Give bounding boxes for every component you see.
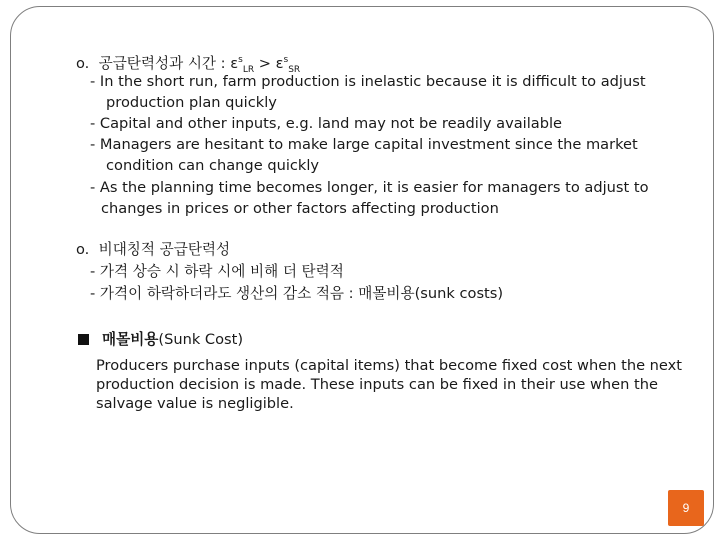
section3-line-3: salvage value is negligible. [96,395,294,412]
section1-item-4: - As the planning time becomes longer, it is easier for managers to adjust to [90,179,649,196]
section2-item-2: - 가격이 하락하더라도 생산의 감소 적음 : 매몰비용(sunk costs) [90,285,504,302]
eps-lr-superscript: s [238,55,243,65]
section2-heading [76,240,230,260]
epsilon-sr: ε [275,54,284,72]
page-number-badge: 9 [668,490,704,526]
eps-sr-superscript: s [283,55,289,65]
greater-than: > [254,54,276,72]
section2-title: 비대칭적 공급탄력성 [98,241,231,258]
section3-line-2: production decision is made. These inputs can be fixed in their use when the [96,376,658,393]
section1-item-3: - Managers are hesitant to make large capital investment since the market [90,136,638,153]
section1-item-1: - In the short run, farm production is inelastic because it is difficult to adjust [90,73,646,90]
section1-item-3-cont: condition can change quickly [106,157,320,174]
section1-bullet: o. [76,54,90,72]
section1-item-4-cont: changes in prices or other factors affecting production [101,200,499,217]
eps-sr-subscript: SR [288,64,301,75]
section3-title-ko: 매몰비용 [102,331,159,348]
section2-item-1: - 가격 상승 시 하락 시에 비해 더 탄력적 [90,263,344,280]
section1-title: 공급탄력성과 시간 : [98,54,231,72]
section3-heading [78,330,243,350]
section1-item-1-cont: production plan quickly [106,94,277,111]
section1-item-2: - Capital and other inputs, e.g. land may not be readily available [90,115,563,132]
eps-lr-subscript: LR [242,64,255,75]
section3-title-en: (Sunk Cost) [158,331,244,348]
epsilon-lr: ε [230,54,239,72]
section3-line-1: Producers purchase inputs (capital items) that become fixed cost when the next [96,357,683,374]
square-bullet-icon [78,334,89,345]
section2-bullet: o. [76,241,90,258]
